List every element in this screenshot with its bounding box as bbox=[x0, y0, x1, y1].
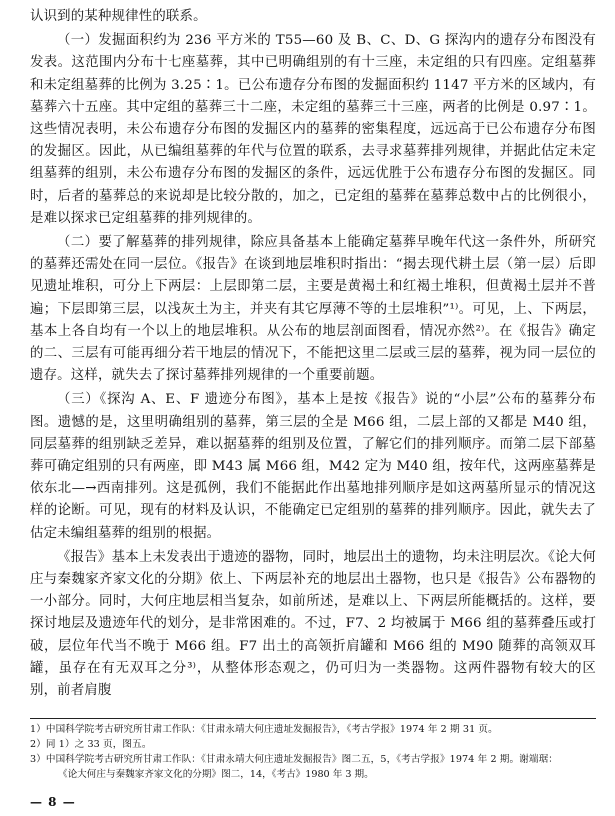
footnotes bbox=[30, 718, 596, 782]
footnote-2: 2）同 1）之 33 页，图五。 bbox=[30, 739, 152, 750]
footnote-3-continuation: 《论大何庄与秦魏家齐家文化的分期》图二，14，《考古》1980 年 3 期。 bbox=[58, 769, 374, 780]
paragraph-section-2: （二）要了解墓葬的排列规律，除应具备基本上能确定墓葬早晚年代这一条件外，所研究的墓葬还需处在同一层位。《报告》在谈到地层堆积时指出：“揭去现代耕土层（第一层）后即见遗址堆积，可分上下两层：上层即第二层，主要是黄褐土和红褐土堆积，但黄褐土层并不普遍；下层即第三层，以浅灰土为主，并夹有其它厚薄不等的土层堆积”¹⁾。可见，上、下两层，基本上各自均有一个以上的地层堆积。从公布的地层剖面图看，情况亦然²⁾。在《报告》确定的二、三层有可能再细分若干地层的情况下，不能把这里二层或三层的墓葬，视为同一层位的遗存。这样，就失去了探讨墓葬排列规律的一个重要前题。 bbox=[30, 235, 596, 384]
paragraph-continuation: 认识到的某种规律性的联系。 bbox=[30, 9, 207, 24]
paragraph-report-artifacts: 《报告》基本上未发表出于遗迹的器物，同时，地层出土的遗物，均未注明层次。《论大何庄与秦魏家齐家文化的分期》依上、下两层补充的地层出土器物，也只是《报告》公布器物的一小部分。同时，大何庄地层相当复杂，如前所述，是难以上、下两层所能概括的。这样，要探讨地层及遗迹年代的划分，是非常困难的。不过，F7、2 均被属于 M66 组的墓葬叠压或打破，层位年代当不晚于 M66 组。F7 出土的高领折肩罐和 M66 组的 M90 随葬的高领双耳罐，虽存在有无双耳之分³⁾，从整体形态观之，仍可归为一类器物。这两件器物有较大的区别，前者肩腹 bbox=[30, 549, 596, 699]
paragraph-section-3: （三）《探沟 A、E、F 遗迹分布图》，基本上是按《报告》说的“小层”公布的墓葬分布图。遗憾的是，这里明确组别的墓葬，第三层的全是 M66 组，二层上部的又都是 M40 组，同层墓葬的组别缺乏差异，难以据墓葬的组别及位置，了解它们的排列顺序。而第二层下部墓葬可确定组别的只有两座，即 M43 属 M66 组，M42 定为 M40 组，按年代，这两座墓葬是依东北—→西南排列。这是孤例，我们不能据此作出墓地排列顺序是如这两墓所显示的情况这样的论断。可见，现有的材料及认识，不能确定已定组别的墓葬的排列顺序。因此，就失去了估定未编组墓葬的组别的根据。 bbox=[30, 392, 596, 541]
paragraph-section-1: （一）发掘面积约为 236 平方米的 T55—60 及 B、C、D、G 探沟内的遗存分布图没有发表。这范围内分布十七座墓葬，其中已明确组别的有十三座，未定组的只有四座。定组墓葬和未定组墓葬的比例为 3.25∶1。已公布遗存分布图的发掘面积约 1147 平方米的区域内，有墓葬六十五座。其中定组的墓葬三十二座，未定组的墓葬三十三座，两者的比例是 0.97∶1。这些情况表明，未公布遗存分布图的发掘区内的墓葬的密集程度，远远高于已公布遗存分布图的发掘区。因此，从已编组墓葬的年代与位置的联系，去寻求墓葬排列规律，并据此估定未定组墓葬的组别，未公布遗存分布图的发掘区的条件，远远优胜于公布遗存分布图的发掘区。同时，后者的墓葬总的来说却是比较分散的，加之，已定组的墓葬在墓葬总数中占的比例很小，是难以探求已定组墓葬的排列规律的。 bbox=[30, 33, 596, 226]
footnote-3: 3）中国科学院考古研究所甘肃工作队：《甘肃永靖大何庄遗址发掘报告》图二五，5，《考古学报》1974 年 2 期。谢端琚： bbox=[30, 754, 558, 765]
page-number: — 8 — bbox=[30, 795, 76, 809]
main-text bbox=[30, 6, 596, 704]
footnote-1: 1）中国科学院考古研究所甘肃工作队：《甘肃永靖大何庄遗址发掘报告》，《考古学报》1974 年 2 期 31 页。 bbox=[30, 724, 498, 735]
